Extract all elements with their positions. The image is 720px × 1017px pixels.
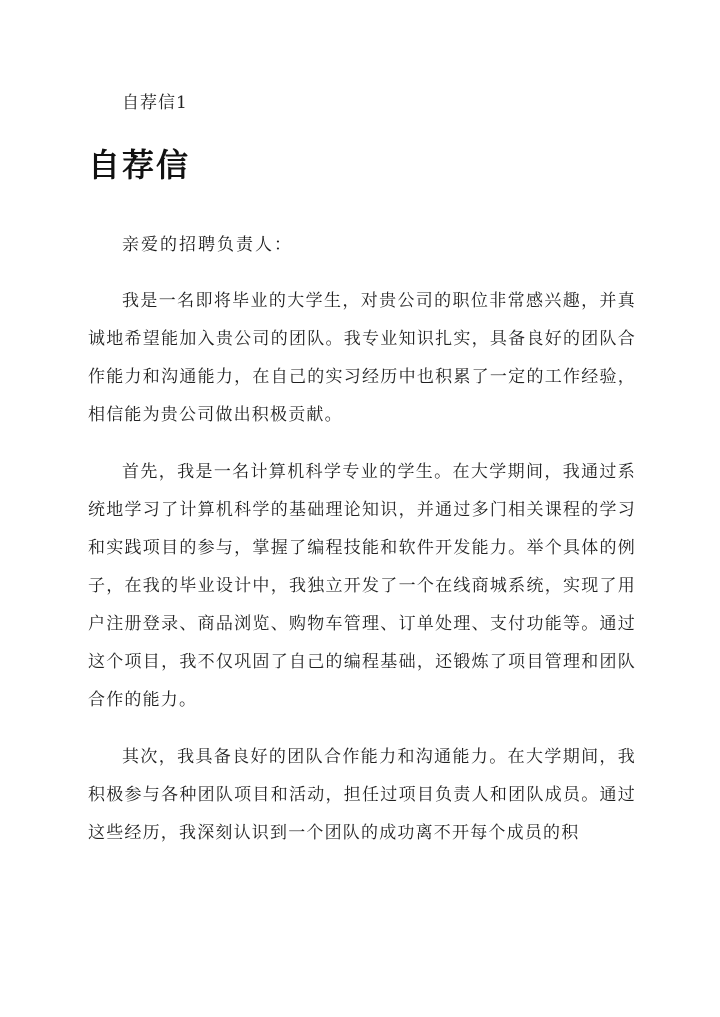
document-header-label: 自荐信1: [122, 93, 188, 113]
document-title: 自荐信: [88, 146, 191, 184]
paragraph-intro: 我是一名即将毕业的大学生，对贵公司的职位非常感兴趣，并真诚地希望能加入贵公司的团队。我专业知识扎实，具备良好的团队合作能力和沟通能力，在自己的实习经历中也积累了一定的工作经验，相信能为贵公司做出积极贡献。: [88, 291, 636, 425]
paragraph-first: 首先，我是一名计算机科学专业的学生。在大学期间，我通过系统地学习了计算机科学的基础理论知识，并通过多门相关课程的学习和实践项目的参与，掌握了编程技能和软件开发能力。举个具体的例子，在我的毕业设计中，我独立开发了一个在线商城系统，实现了用户注册登录、商品浏览、购物车管理、订单处理、支付功能等。通过这个项目，我不仅巩固了自己的编程基础，还锻炼了项目管理和团队合作的能力。: [88, 462, 636, 710]
salutation: 亲爱的招聘负责人：: [122, 235, 293, 255]
paragraph-second: 其次，我具备良好的团队合作能力和沟通能力。在大学期间，我积极参与各种团队项目和活动，担任过项目负责人和团队成员。通过这些经历，我深刻认识到一个团队的成功离不开每个成员的积: [88, 747, 636, 843]
letter-body: [88, 282, 636, 871]
